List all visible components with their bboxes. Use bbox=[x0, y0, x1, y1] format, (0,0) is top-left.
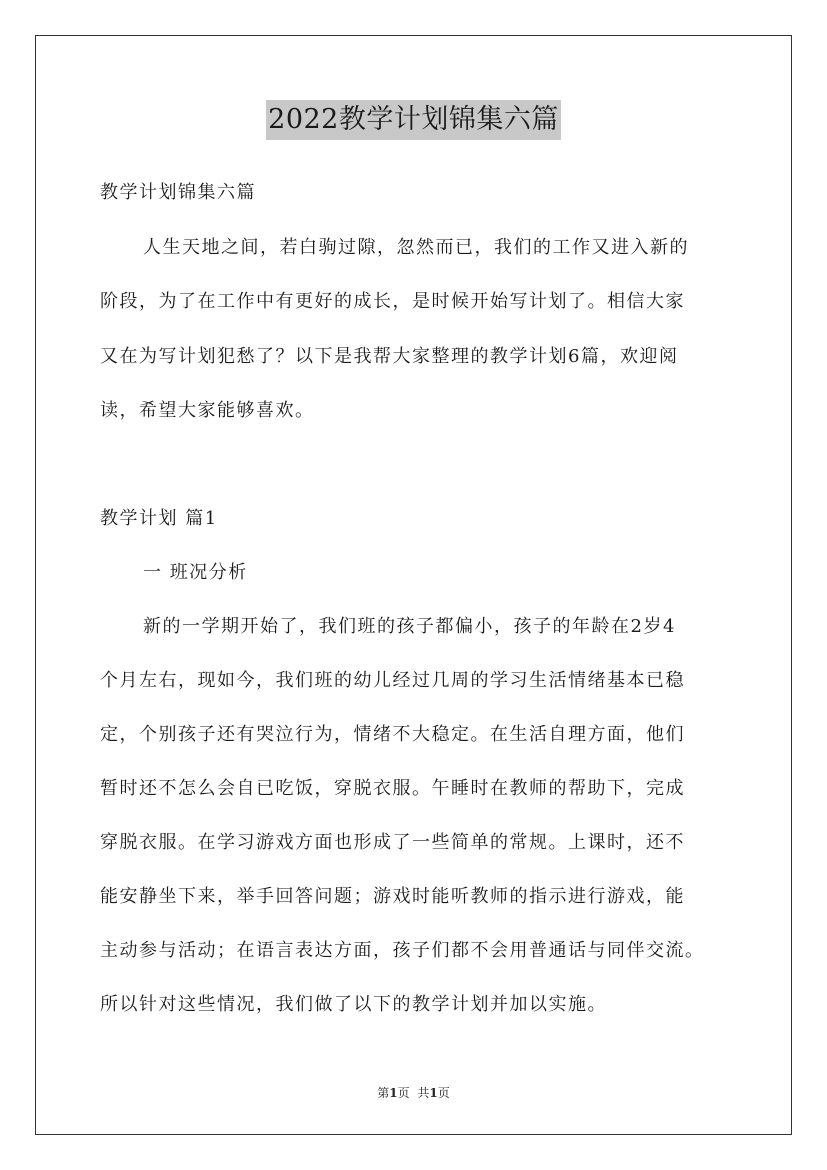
body-line: 定，个别孩子还有哭泣行为，情绪不大稳定。在生活自理方面，他们 bbox=[100, 724, 685, 745]
body-line: 暂时还不怎么会自已吃饭，穿脱衣服。午睡时在教师的帮助下，完成 bbox=[100, 778, 685, 799]
page-suffix: 页 bbox=[397, 1086, 410, 1100]
section-heading: 教学计划 篇1 bbox=[100, 508, 218, 529]
page-total: 1 bbox=[429, 1086, 438, 1100]
total-prefix: 共 bbox=[417, 1086, 430, 1100]
page-current: 1 bbox=[389, 1086, 398, 1100]
document-title: 2022教学计划锦集六篇 bbox=[266, 100, 561, 140]
body-line: 主动参与活动；在语言表达方面，孩子们都不会用普通话与同伴交流。 bbox=[100, 940, 705, 961]
page-footer bbox=[0, 1085, 827, 1101]
document-subtitle: 教学计划锦集六篇 bbox=[100, 182, 256, 203]
body-line: 穿脱衣服。在学习游戏方面也形成了一些简单的常规。上课时，还不 bbox=[100, 832, 685, 853]
page-prefix: 第 bbox=[377, 1086, 390, 1100]
subsection-heading: 一 班况分析 bbox=[143, 562, 248, 583]
body-line: 能安静坐下来，举手回答问题；游戏时能听教师的指示进行游戏，能 bbox=[100, 886, 685, 907]
intro-line: 读，希望大家能够喜欢。 bbox=[100, 400, 315, 421]
intro-line: 又在为写计划犯愁了？以下是我帮大家整理的教学计划6篇，欢迎阅 bbox=[100, 346, 679, 367]
intro-line: 阶段，为了在工作中有更好的成长，是时候开始写计划了。相信大家 bbox=[100, 291, 685, 312]
title-container bbox=[0, 100, 827, 140]
intro-line: 人生天地之间，若白驹过隙，忽然而已，我们的工作又进入新的 bbox=[143, 237, 689, 258]
body-line: 个月左右，现如今，我们班的幼儿经过几周的学习生活情绪基本已稳 bbox=[100, 670, 685, 691]
body-line: 新的一学期开始了，我们班的孩子都偏小，孩子的年龄在2岁4 bbox=[143, 616, 676, 637]
body-line: 所以针对这些情况，我们做了以下的教学计划并加以实施。 bbox=[100, 994, 607, 1015]
total-suffix: 页 bbox=[437, 1086, 450, 1100]
